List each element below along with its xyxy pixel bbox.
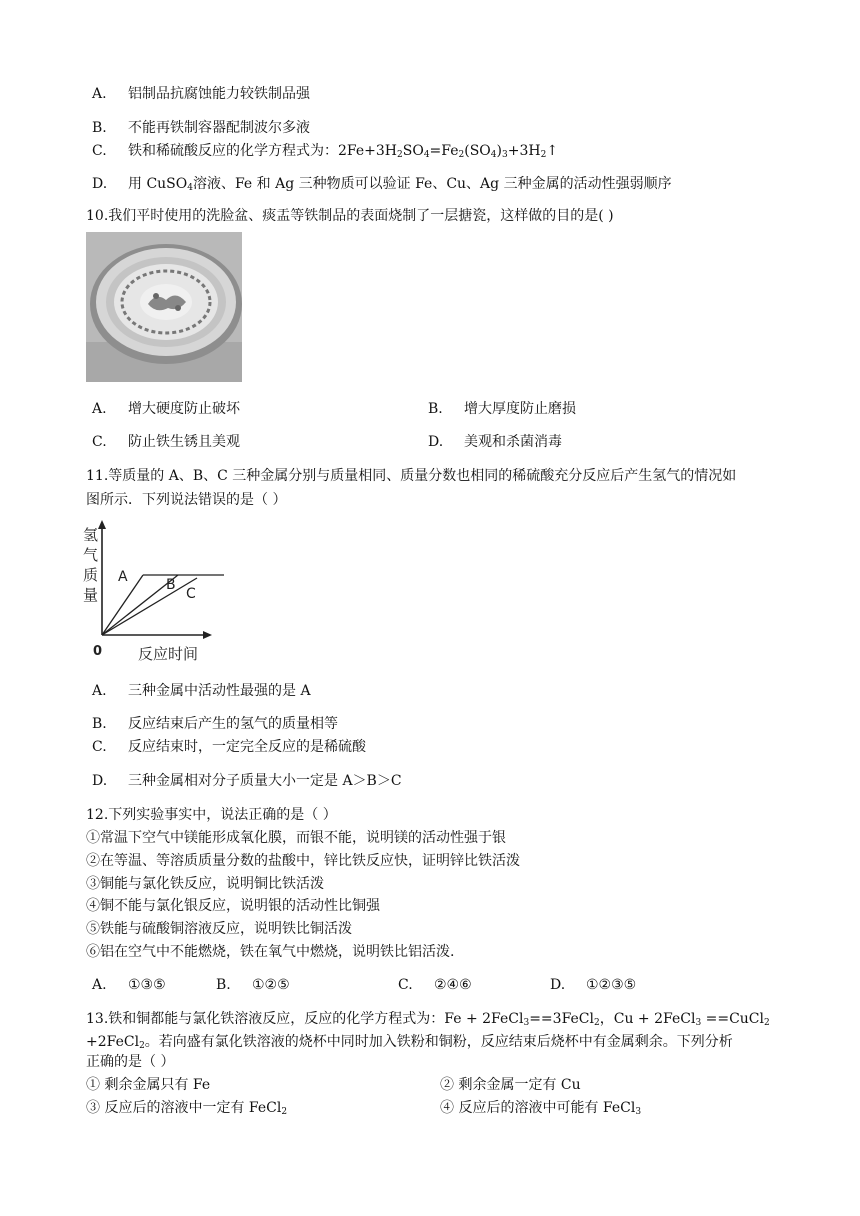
q9-option-d: D. 用 CuSO$_4$溶液、Fe 和 Ag 三种物质可以验证 Fe、Cu、Ag 三种金属的活动性强弱顺序 [92, 176, 672, 193]
q13-stem-line2: +2FeCl$_2$。若向盛有氯化铁溶液的烧杯中同时加入铁粉和铜粉，反应结束后烧杯中有金属剩余。下列分析 [86, 1034, 733, 1051]
x-axis-arrow [203, 631, 212, 639]
q12-option-b: B. ①②⑤ [216, 977, 290, 993]
q10-option-a: A. 增大硬度防止破坏 [92, 401, 240, 417]
q12-item-5: ⑤铁能与硫酸铜溶液反应，说明铁比铜活泼 [86, 921, 352, 937]
q13-item-3: ③ 反应后的溶液中一定有 FeCl$_2$ [86, 1100, 288, 1117]
q12-item-4: ④铜不能与氯化银反应，说明银的活动性比铜强 [86, 898, 380, 914]
q12-item-2: ②在等温、等溶质质量分数的盐酸中，锌比铁反应快，证明锌比铁活泼 [86, 853, 520, 869]
q11-option-c: C. 反应结束时，一定完全反应的是稀硫酸 [92, 739, 366, 755]
q12-item-1: ①常温下空气中镁能形成氧化膜，而银不能，说明镁的活动性强于银 [86, 830, 506, 846]
q11-stem-line2: 图所示．下列说法错误的是（ ） [86, 492, 287, 508]
q11-stem-line1: 11.等质量的 A、B、C 三种金属分别与质量相同、质量分数也相同的稀硫酸充分反应后产生氢气的情况如 [86, 468, 737, 484]
q12-option-c: C. ②④⑥ [398, 977, 472, 993]
q13-item-2: ② 剩余金属一定有 Cu [440, 1077, 581, 1093]
q9-option-a: A. 铝制品抗腐蚀能力较铁制品强 [92, 86, 310, 102]
q12-item-3: ③铜能与氯化铁反应，说明铜比铁活泼 [86, 876, 324, 892]
q13-item-4: ④ 反应后的溶液中可能有 FeCl$_3$ [440, 1100, 642, 1117]
q12-option-d: D. ①②③⑤ [550, 977, 637, 993]
q11-option-b: B. 反应结束后产生的氢气的质量相等 [92, 716, 338, 732]
series-label-b: B [166, 577, 176, 593]
series-label-a: A [118, 569, 128, 585]
line-c [102, 578, 197, 635]
q12-stem: 12.下列实验事实中，说法正确的是（ ） [86, 807, 337, 823]
q11-option-d: D. 三种金属相对分子质量大小一定是 A＞B＞C [92, 773, 402, 789]
q12-item-6: ⑥铝在空气中不能燃烧，铁在氧气中燃烧，说明铁比铝活泼. [86, 944, 455, 960]
y-label-char-4: 量 [83, 586, 99, 604]
q10-option-c: C. 防止铁生锈且美观 [92, 434, 240, 450]
y-label-char-1: 氢 [83, 526, 99, 544]
origin-label: 0 [93, 644, 103, 659]
enamel-plate-photo [86, 232, 242, 382]
x-axis-label: 反应时间 [138, 645, 199, 663]
q11-option-a: A. 三种金属中活动性最强的是 A [92, 683, 311, 699]
y-label-char-2: 气 [83, 546, 99, 564]
q12-option-a: A. ①③⑤ [92, 977, 166, 993]
q9-option-b: B. 不能再铁制容器配制波尔多液 [92, 120, 310, 136]
q13-stem-line1: 13.铁和铜都能与氯化铁溶液反应，反应的化学方程式为：Fe + 2FeCl$_3$==3FeCl$_2$，Cu + 2FeCl$_3$ ==CuCl$_2$ [86, 1011, 770, 1028]
q13-item-1: ① 剩余金属只有 Fe [86, 1077, 211, 1093]
q9-option-c: C. 铁和稀硫酸反应的化学方程式为：$2Fe+3H_2SO_4=Fe_2(SO_4)_3+3H_2↑$ [92, 143, 559, 160]
q10-stem: 10.我们平时使用的洗脸盆、痰盂等铁制品的表面烧制了一层搪瓷，这样做的目的是( ) [86, 208, 614, 224]
series-label-c: C [186, 586, 196, 602]
hydrogen-mass-graph [82, 520, 232, 670]
q13-stem-line3: 正确的是（ ） [86, 1054, 175, 1070]
q10-option-d: D. 美观和杀菌消毒 [428, 434, 562, 450]
y-label-char-3: 质 [83, 566, 99, 584]
y-axis-arrow [98, 520, 106, 529]
q10-option-b: B. 增大厚度防止磨损 [428, 401, 576, 417]
